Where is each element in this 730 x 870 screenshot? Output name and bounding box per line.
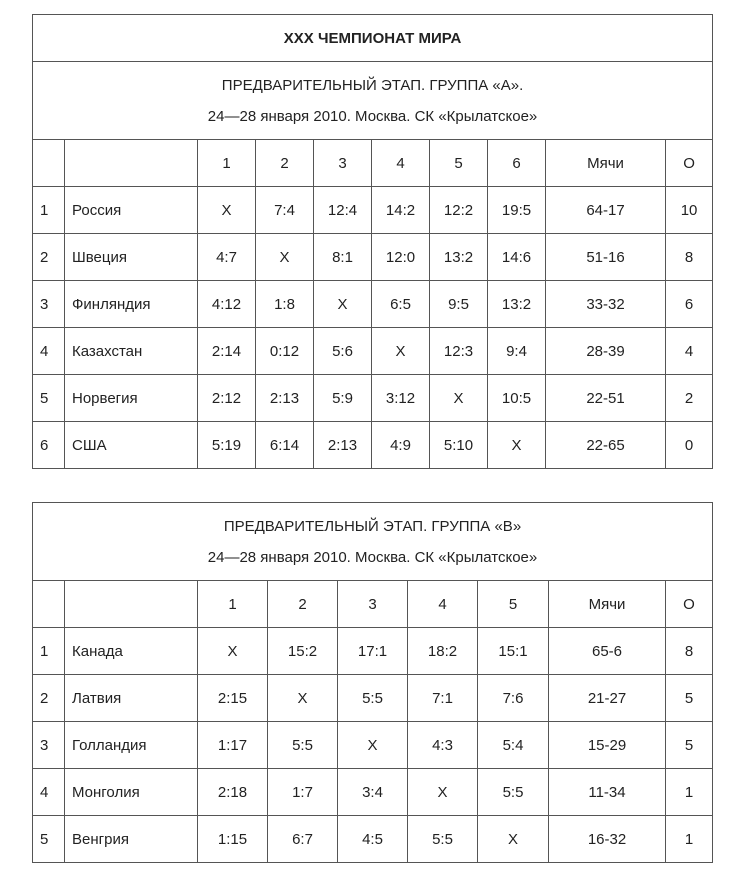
goals-cell: 64-17 [546,187,666,234]
result-cell: 12:2 [430,187,488,234]
result-cell: 14:6 [488,234,546,281]
column-header: 2 [268,581,338,628]
result-cell: 13:2 [488,281,546,328]
result-cell: 5:5 [268,722,338,769]
result-cell: 1:17 [198,722,268,769]
result-cell: 7:6 [478,675,549,722]
team-name: Казахстан [65,328,198,375]
points-cell: 8 [666,234,713,281]
column-header: 3 [314,140,372,187]
column-header: 6 [488,140,546,187]
table-row [33,187,713,234]
result-cell: 5:9 [314,375,372,422]
points-cell: 8 [666,628,713,675]
column-header: 4 [408,581,478,628]
result-cell: 7:4 [256,187,314,234]
team-name: Монголия [65,769,198,816]
points-cell: 0 [666,422,713,469]
table-row [33,375,713,422]
result-cell: X [198,628,268,675]
result-cell: 12:4 [314,187,372,234]
result-cell: 2:14 [198,328,256,375]
result-cell: 7:1 [408,675,478,722]
group-a-heading: ПРЕДВАРИТЕЛЬНЫЙ ЭТАП. ГРУППА «А». [221,76,524,94]
rank-header [33,140,65,187]
result-cell: X [478,816,549,863]
rank-cell: 5 [33,375,65,422]
result-cell: X [488,422,546,469]
goals-cell: 22-65 [546,422,666,469]
result-cell: 1:7 [268,769,338,816]
goals-cell: 65-6 [549,628,666,675]
table-row [33,281,713,328]
group-a-table [32,14,713,469]
goals-cell: 28-39 [546,328,666,375]
result-cell: X [372,328,430,375]
goals-cell: 21-27 [549,675,666,722]
rank-cell: 3 [33,281,65,328]
result-cell: 13:2 [430,234,488,281]
table-row [33,722,713,769]
rank-cell: 1 [33,187,65,234]
rank-cell: 1 [33,628,65,675]
team-header [65,581,198,628]
group-b-heading: ПРЕДВАРИТЕЛЬНЫЙ ЭТАП. ГРУППА «В» [223,517,522,535]
team-name: Венгрия [65,816,198,863]
team-name: Голландия [65,722,198,769]
rank-cell: 5 [33,816,65,863]
rank-cell: 6 [33,422,65,469]
table-row [33,234,713,281]
result-cell: 4:12 [198,281,256,328]
result-cell: X [408,769,478,816]
result-cell: 1:15 [198,816,268,863]
points-cell: 10 [666,187,713,234]
result-cell: X [314,281,372,328]
rank-header [33,581,65,628]
result-cell: 19:5 [488,187,546,234]
column-header: Мячи [549,581,666,628]
goals-cell: 22-51 [546,375,666,422]
result-cell: 14:2 [372,187,430,234]
result-cell: 5:5 [408,816,478,863]
rank-cell: 4 [33,769,65,816]
result-cell: 12:3 [430,328,488,375]
result-cell: X [256,234,314,281]
result-cell: 2:13 [256,375,314,422]
result-cell: 3:12 [372,375,430,422]
championship-title: XXX ЧЕМПИОНАТ МИРА [33,15,713,62]
header-row [33,140,713,187]
team-name: Россия [65,187,198,234]
result-cell: 9:4 [488,328,546,375]
group-b-subheading: 24—28 января 2010. Москва. СК «Крылатское» [207,548,538,566]
rank-cell: 3 [33,722,65,769]
header-row [33,581,713,628]
group-b-table [32,502,713,863]
column-header: 2 [256,140,314,187]
team-name: Швеция [65,234,198,281]
column-header: 1 [198,140,256,187]
column-header: Мячи [546,140,666,187]
result-cell: 5:6 [314,328,372,375]
column-header: 5 [430,140,488,187]
result-cell: 18:2 [408,628,478,675]
result-cell: 4:5 [338,816,408,863]
goals-cell: 16-32 [549,816,666,863]
points-cell: 6 [666,281,713,328]
result-cell: X [430,375,488,422]
result-cell: 5:5 [478,769,549,816]
team-name: Канада [65,628,198,675]
group-b-header [33,503,713,581]
result-cell: 5:19 [198,422,256,469]
points-cell: 4 [666,328,713,375]
result-cell: 12:0 [372,234,430,281]
team-name: Норвегия [65,375,198,422]
goals-cell: 15-29 [549,722,666,769]
table-row [33,816,713,863]
rank-cell: 4 [33,328,65,375]
group-a-subheading: 24—28 января 2010. Москва. СК «Крылатское» [207,107,538,125]
result-cell: 9:5 [430,281,488,328]
result-cell: 6:5 [372,281,430,328]
column-header: 5 [478,581,549,628]
points-cell: 1 [666,769,713,816]
team-name: США [65,422,198,469]
result-cell: 2:18 [198,769,268,816]
column-header: О [666,581,713,628]
result-cell: 5:10 [430,422,488,469]
result-cell: 2:12 [198,375,256,422]
result-cell: X [338,722,408,769]
points-cell: 5 [666,675,713,722]
result-cell: 15:1 [478,628,549,675]
column-header: О [666,140,713,187]
table-row [33,675,713,722]
result-cell: X [268,675,338,722]
table-row [33,422,713,469]
points-cell: 2 [666,375,713,422]
rank-cell: 2 [33,234,65,281]
result-cell: 2:15 [198,675,268,722]
result-cell: 1:8 [256,281,314,328]
result-cell: 10:5 [488,375,546,422]
column-header: 1 [198,581,268,628]
rank-cell: 2 [33,675,65,722]
result-cell: 6:14 [256,422,314,469]
team-name: Финляндия [65,281,198,328]
result-cell: X [198,187,256,234]
goals-cell: 11-34 [549,769,666,816]
table-row [33,628,713,675]
goals-cell: 33-32 [546,281,666,328]
points-cell: 1 [666,816,713,863]
result-cell: 4:7 [198,234,256,281]
result-cell: 5:4 [478,722,549,769]
column-header: 3 [338,581,408,628]
result-cell: 15:2 [268,628,338,675]
result-cell: 4:9 [372,422,430,469]
result-cell: 0:12 [256,328,314,375]
points-cell: 5 [666,722,713,769]
result-cell: 5:5 [338,675,408,722]
team-header [65,140,198,187]
result-cell: 3:4 [338,769,408,816]
result-cell: 2:13 [314,422,372,469]
table-row [33,769,713,816]
group-a-header [33,62,713,140]
result-cell: 4:3 [408,722,478,769]
result-cell: 8:1 [314,234,372,281]
team-name: Латвия [65,675,198,722]
table-row [33,328,713,375]
goals-cell: 51-16 [546,234,666,281]
result-cell: 6:7 [268,816,338,863]
column-header: 4 [372,140,430,187]
result-cell: 17:1 [338,628,408,675]
